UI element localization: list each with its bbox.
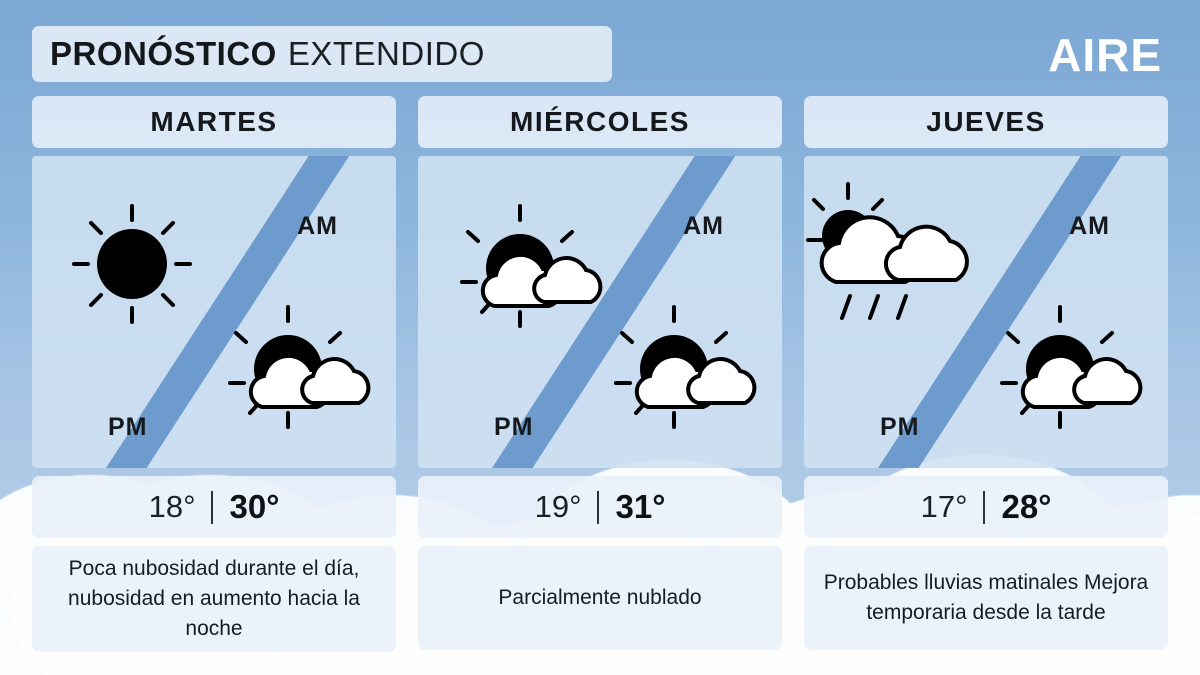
forecast-card bbox=[804, 96, 1168, 652]
temp-max: 31° bbox=[615, 488, 666, 525]
temp-max: 30° bbox=[229, 488, 280, 525]
temp-max: 28° bbox=[1001, 488, 1052, 525]
day-name: JUEVES bbox=[804, 96, 1168, 148]
temp-min: 18° bbox=[148, 489, 196, 524]
sun-behind-cloud-icon bbox=[988, 295, 1148, 440]
temp-separator bbox=[597, 491, 599, 524]
sun-behind-cloud-icon bbox=[448, 194, 608, 339]
temperature-row bbox=[804, 476, 1168, 538]
day-description: Parcialmente nublado bbox=[418, 546, 782, 650]
day-description: Poca nubosidad durante el día, nubosidad en aumento hacia la noche bbox=[32, 546, 396, 652]
temp-min: 17° bbox=[920, 489, 968, 524]
day-icons-panel bbox=[804, 156, 1168, 468]
page-title-light: EXTENDIDO bbox=[287, 35, 485, 72]
sun-icon bbox=[62, 194, 202, 339]
brand-logo: AIRE bbox=[1048, 29, 1162, 81]
forecast-card bbox=[418, 96, 782, 652]
pm-label: PM bbox=[108, 413, 148, 441]
temp-separator bbox=[211, 491, 213, 524]
sun-behind-cloud-icon bbox=[216, 295, 376, 440]
page-title-bold: PRONÓSTICO bbox=[50, 35, 277, 72]
am-label: AM bbox=[1069, 212, 1110, 240]
temp-min: 19° bbox=[534, 489, 582, 524]
day-icons-panel bbox=[418, 156, 782, 468]
forecast-cards bbox=[32, 96, 1168, 652]
am-label: AM bbox=[683, 212, 724, 240]
am-label: AM bbox=[297, 212, 338, 240]
rain-cloud-with-sun-icon bbox=[804, 178, 977, 343]
sun-behind-cloud-icon bbox=[602, 295, 762, 440]
temp-separator bbox=[983, 491, 985, 524]
day-description: Probables lluvias matinales Mejora temporaria desde la tarde bbox=[804, 546, 1168, 650]
day-icons-panel bbox=[32, 156, 396, 468]
temperature-row bbox=[418, 476, 782, 538]
pm-label: PM bbox=[494, 413, 534, 441]
day-name: MIÉRCOLES bbox=[418, 96, 782, 148]
page-title-bar bbox=[32, 26, 612, 82]
forecast-card bbox=[32, 96, 396, 652]
temperature-row bbox=[32, 476, 396, 538]
pm-label: PM bbox=[880, 413, 920, 441]
day-name: MARTES bbox=[32, 96, 396, 148]
